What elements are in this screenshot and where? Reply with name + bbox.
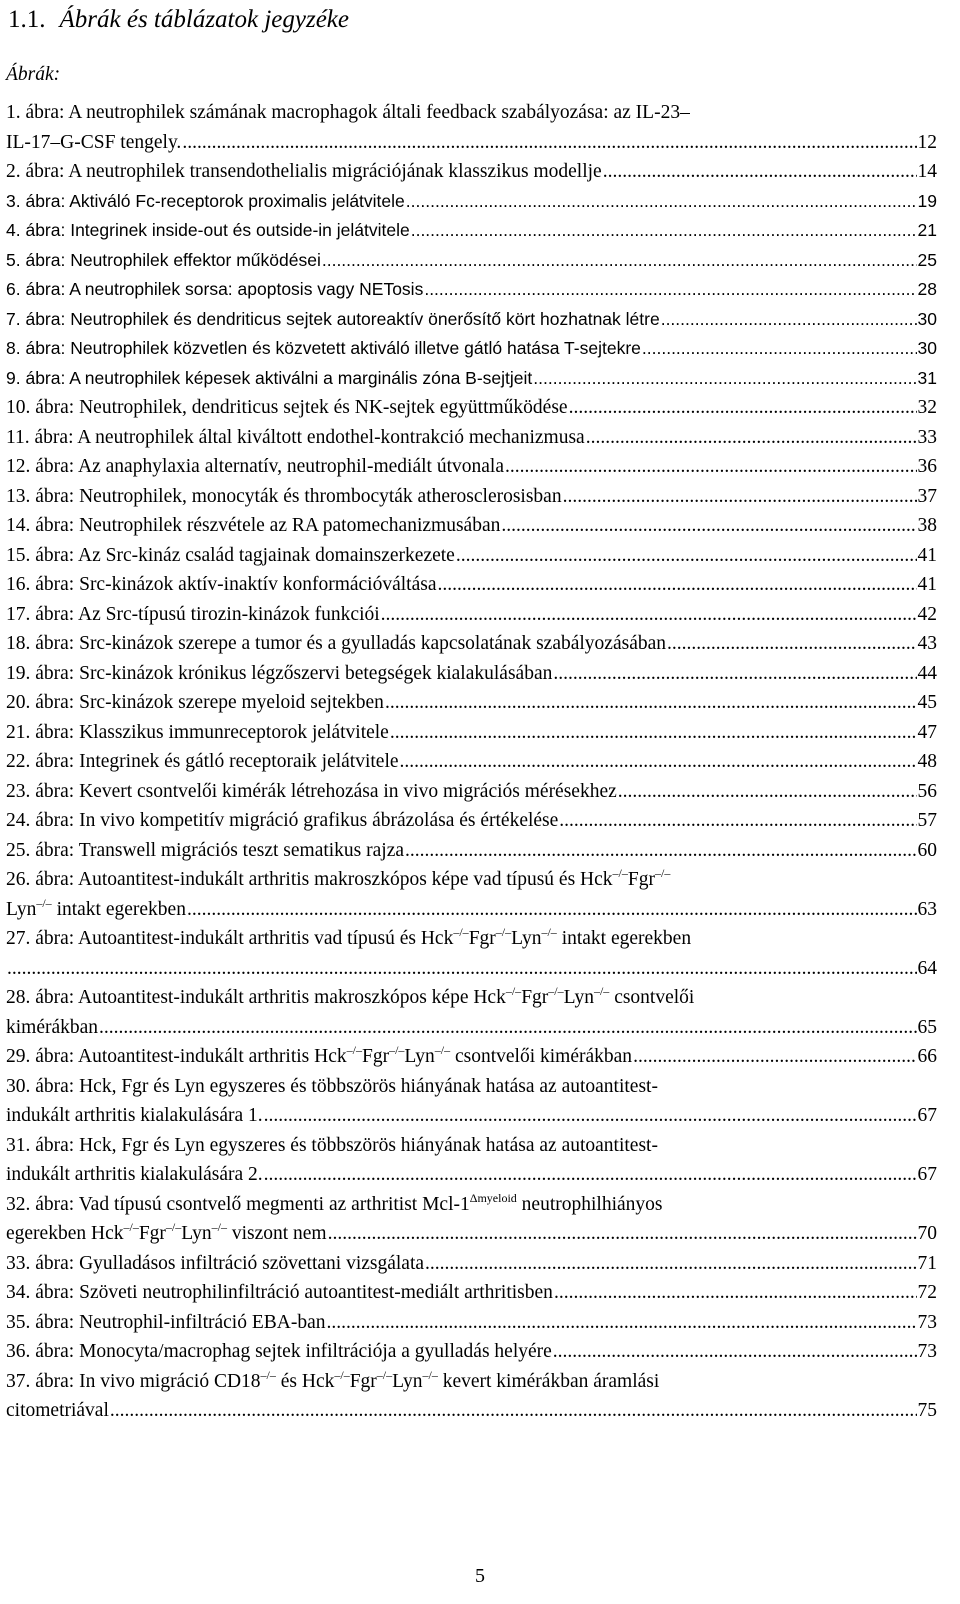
figure-entry-title: indukált arthritis kialakulására 1. [6,1105,263,1126]
dot-leader [559,806,916,836]
figure-entry[interactable] [6,334,937,364]
figure-entry-leader-line [6,423,937,453]
figure-entry[interactable] [6,1131,937,1190]
figures-subheading: Ábrák: [6,64,61,85]
figure-entry[interactable] [6,1249,937,1279]
page-number: 5 [475,1565,485,1587]
figure-entry-leader-line [6,806,937,836]
figure-entry-title: 23. ábra: Kevert csontvelői kimérák létrehozása in vivo migrációs mérésekhez [6,780,617,802]
figure-entry-leader-line [6,1160,937,1190]
figure-entry-leader-line [6,157,937,187]
figure-entry[interactable] [6,98,937,157]
figure-entry-leader-line [6,629,937,659]
figure-entry-leader-line [6,836,937,866]
figure-entry[interactable] [6,305,937,335]
figure-entry-page: 64 [917,957,937,979]
figure-entry-page: 56 [917,780,937,802]
figure-entry-leader-line [6,393,937,423]
figure-entry-title: 12. ábra: Az anaphylaxia alternatív, neutrophil-mediált útvonala [6,456,504,477]
figure-entry[interactable] [6,452,937,482]
figure-entry[interactable] [6,246,937,276]
figure-entry[interactable] [6,1190,937,1249]
figure-entry[interactable] [6,1042,937,1072]
figure-entry-title: 2. ábra: A neutrophilek transendothelialis migrációjának klasszikus modellje [6,161,602,182]
figure-entry-leader-line [6,1249,937,1279]
figure-entry-page: 66 [917,1046,937,1067]
figure-entry[interactable] [6,1072,937,1131]
figure-entry-title-line: 32. ábra: Vad típusú csontvelő megmenti az arthritist Mcl-$1^{\Delta myeloid}$ neutrophilhiányos [6,1190,663,1215]
figure-entry-title: 24. ábra: In vivo kompetitív migráció grafikus ábrázolása és értékelése [6,810,559,831]
figure-entry-title: kimérákban [6,1016,99,1038]
figure-entry-page: 33 [917,426,937,448]
section-number: 1.1. [8,6,46,33]
dot-leader [456,541,917,571]
figure-entry-title: 13. ábra: Neutrophilek, monocyták és thrombocyták atherosclerosisban [6,485,562,507]
section-title: Ábrák és táblázatok jegyzéke [59,6,349,33]
dot-leader [618,777,917,807]
dot-leader [642,334,917,364]
dot-leader [182,128,916,158]
figure-entry[interactable] [6,570,937,600]
dot-leader [328,1219,917,1249]
figure-entry-page: 21 [917,220,937,240]
figure-entry[interactable] [6,1337,937,1367]
figure-entry-leader-line [6,747,937,777]
dot-leader [326,1308,916,1338]
dot-leader [110,1396,917,1426]
figure-entry-leader-line [6,452,937,482]
figure-entry-title: 3. ábra: Aktiváló Fc-receptorok proximalis jelátvitele [6,190,405,211]
figure-entry[interactable] [6,511,937,541]
figure-entry-page: 67 [917,1105,937,1126]
figure-entry-title-line: 27. ábra: Autoantitest-indukált arthritis vad típusú és Hck–/–Fgr–/–Lyn–/– intakt egerekben [6,925,692,949]
dot-leader [586,423,917,453]
figure-entry-leader-line [6,1042,937,1072]
figure-entry-title: 22. ábra: Integrinek és gátló receptoraik jelátvitele [6,751,399,772]
figure-entry-title: 6. ábra: A neutrophilek sorsa: apoptosis vagy NETosis [6,279,424,299]
figure-entry-leader-line [6,777,937,807]
figure-entry[interactable] [6,1278,937,1308]
figure-entry-page: 67 [917,1164,937,1185]
dot-leader [264,1160,917,1190]
figure-entry-page: 37 [917,485,937,507]
figure-entry-page: 25 [917,249,937,270]
figure-entry[interactable] [6,836,937,866]
figure-entry-leader-line [6,246,937,276]
figure-entry[interactable] [6,865,937,924]
figure-entry-page: 30 [917,308,937,329]
figure-entry-title: 17. ábra: Az Src-típusú tirozin-kinázok funkciói [6,603,380,625]
dot-leader [501,511,916,541]
figure-entry-page: 43 [917,633,937,654]
figure-entry-page: 60 [917,839,937,861]
dot-leader [400,747,917,777]
figure-entry-page: 72 [917,1282,937,1303]
figure-entry-page: 70 [917,1223,937,1244]
figure-entry-page: 19 [917,190,937,211]
figure-entry-page: 41 [917,544,937,566]
figure-entry-page: 30 [917,338,937,358]
dot-leader [264,1101,917,1131]
figure-entry-leader-line [6,1396,937,1426]
figure-entry-page: 28 [917,279,937,299]
figure-entry[interactable] [6,924,937,983]
figure-entry-page: 57 [917,810,937,831]
figure-entry-leader-line [6,1101,937,1131]
figure-entry-leader-line [6,305,937,335]
figure-entry[interactable] [6,747,937,777]
figure-entry[interactable] [6,629,937,659]
figure-entry[interactable] [6,482,937,512]
dot-leader [563,482,917,512]
dot-leader [533,364,916,394]
figure-entry-leader-line [6,364,937,394]
figure-entry-page: 71 [917,1252,937,1274]
dot-leader [425,1249,916,1279]
figure-entry-title: Lyn–/– intakt egerekben [6,895,186,920]
figure-entry-title: 19. ábra: Src-kinázok krónikus légzőszervi betegségek kialakulásában [6,662,553,684]
figure-entry[interactable] [6,216,937,246]
figure-entry-title-line: 26. ábra: Autoantitest-indukált arthritis makroszkópos képe vad típusú és Hck–/–Fgr–/– [6,866,671,890]
figure-entry-title: 9. ábra: A neutrophilek képesek aktiválni a marginális zóna B-sejtjeit [6,367,533,388]
figure-entry-leader-line [6,334,937,364]
figure-entry-title: 4. ábra: Integrinek inside-out és outside-in jelátvitele [6,220,410,240]
dot-leader [7,954,917,984]
figure-entry-leader-line [6,1219,937,1249]
figure-entry-title: 7. ábra: Neutrophilek és dendriticus sejtek autoreaktív önerősítő kört hozhatnak létre [6,308,660,329]
figure-entry-title: 35. ábra: Neutrophil-infiltráció EBA-ban [6,1311,326,1333]
figure-entry-leader-line [6,541,937,571]
dot-leader [322,246,917,276]
figure-entry-leader-line [6,187,937,217]
figure-entry-page: 73 [917,1341,937,1362]
dot-leader [406,187,917,217]
figure-entry-title: egerekben Hck–/–Fgr–/–Lyn–/– viszont nem [6,1220,327,1244]
figure-entry-page: 63 [917,898,937,920]
figure-entry[interactable] [6,1367,937,1426]
dot-leader [554,1278,917,1308]
figure-entry-page: 73 [917,1311,937,1333]
figure-entry-title: 18. ábra: Src-kinázok szerepe a tumor és a gyulladás kapcsolatának szabályozásában [6,633,667,654]
figure-entry-title: 20. ábra: Src-kinázok szerepe myeloid sejtekben [6,692,384,713]
figure-entry[interactable] [6,983,937,1042]
figure-entry[interactable] [6,1308,937,1338]
dot-leader [505,452,917,482]
figure-entry[interactable] [6,777,937,807]
figure-entry-page: 38 [917,515,937,536]
figure-entry[interactable] [6,157,937,187]
dot-leader [381,600,917,630]
figure-entry-leader-line [6,570,937,600]
figure-entry-title: 33. ábra: Gyulladásos infiltráció szövettani vizsgálata [6,1252,425,1274]
figure-entry-page: 45 [917,692,937,713]
figure-entry-page: 36 [917,456,937,477]
figure-entry-title: 5. ábra: Neutrophilek effektor működései [6,249,321,270]
dot-leader [661,305,917,335]
figure-entry-title-line: 28. ábra: Autoantitest-indukált arthritis makroszkópos képe Hck–/–Fgr–/–Lyn–/– csontvelői [6,984,695,1008]
figure-entry-leader-line [6,659,937,689]
figure-entry-page: 42 [917,603,937,625]
figure-entry-page: 75 [917,1400,937,1421]
figure-entry-title: 25. ábra: Transwell migrációs teszt sematikus rajza [6,839,405,861]
figure-entry[interactable] [6,187,937,217]
dot-leader [424,275,916,305]
figure-entry-title: 15. ábra: Az Src-kináz család tagjainak domainszerkezete [6,544,455,566]
dot-leader [385,688,917,718]
figure-entry-leader-line [6,128,937,158]
figure-entry[interactable] [6,688,937,718]
dot-leader [553,1337,917,1367]
figure-entry-title-line: 37. ábra: In vivo migráció CD18–/– és Hck–/–Fgr–/–Lyn–/– kevert kimérákban áramlási [6,1367,660,1392]
figure-entry-leader-line [6,216,937,246]
figure-entry-leader-line [6,482,937,512]
figure-entry[interactable] [6,600,937,630]
figure-entry-page: 31 [917,367,937,388]
figure-entry-leader-line [6,688,937,718]
figure-entry-title: 34. ábra: Szöveti neutrophilinfiltráció autoantitest-mediált arthritisben [6,1282,553,1303]
figure-entry[interactable] [6,718,937,748]
dot-leader [99,1013,916,1043]
figure-entry-title: 21. ábra: Klasszikus immunreceptorok jelátvitele [6,721,389,743]
figure-entry-leader-line [6,1013,937,1043]
figure-entry-title: indukált arthritis kialakulására 2. [6,1164,263,1185]
dot-leader [390,718,917,748]
figure-entry-title: 11. ábra: A neutrophilek által kiváltott endothel-kontrakció mechanizmusa [6,426,585,448]
dot-leader [405,836,916,866]
figure-entry-title: citometriával [6,1400,109,1421]
figure-entry-page: 48 [917,751,937,772]
figure-entry-leader-line [6,1308,937,1338]
figure-entry-title: 36. ábra: Monocyta/macrophag sejtek infiltrációja a gyulladás helyére [6,1341,552,1362]
figure-entry-leader-line [6,1337,937,1367]
dot-leader [437,570,916,600]
figure-entry[interactable] [6,541,937,571]
section-heading [8,6,349,34]
figure-entry-title-line: 1. ábra: A neutrophilek számának macrophagok általi feedback szabályozása: az IL-23– [6,102,690,123]
figure-entry-page: 32 [917,397,937,418]
figure-entry-title-line: 31. ábra: Hck, Fgr és Lyn egyszeres és többszörös hiányának hatása az autoantitest- [6,1134,658,1156]
figure-entry-page: 44 [917,662,937,684]
figure-entry-title: 10. ábra: Neutrophilek, dendriticus sejtek és NK-sejtek együttműködése [6,397,568,418]
figure-list [6,98,937,1426]
figure-entry-leader-line [6,954,937,984]
figure-entry-leader-line [6,275,937,305]
figure-entry[interactable] [6,423,937,453]
figure-entry-page: 41 [917,574,937,595]
figure-entry[interactable] [6,393,937,423]
figure-entry-page: 12 [917,131,937,153]
figure-entry-title: 8. ábra: Neutrophilek közvetlen és közvetett aktiváló illetve gátló hatása T-sejtekre [6,338,641,358]
figure-entry-leader-line [6,1278,937,1308]
figure-entry[interactable] [6,364,937,394]
dot-leader [667,629,916,659]
dot-leader [411,216,917,246]
figure-entry-title: IL-17–G-CSF tengely. [6,131,182,153]
figure-entry-leader-line [6,600,937,630]
dot-leader [603,157,917,187]
figure-entry-title: 14. ábra: Neutrophilek részvétele az RA patomechanizmusában [6,515,501,536]
figure-entry-leader-line [6,895,937,925]
dot-leader [187,895,917,925]
figure-entry[interactable] [6,806,937,836]
figure-entry-title: 16. ábra: Src-kinázok aktív-inaktív konformációváltása [6,574,437,595]
figure-entry[interactable] [6,275,937,305]
dot-leader [553,659,916,689]
figure-entry-page: 47 [917,721,937,743]
figure-entry-page: 65 [917,1016,937,1038]
figure-entry[interactable] [6,659,937,689]
figure-entry-title: 29. ábra: Autoantitest-indukált arthritis Hck–/–Fgr–/–Lyn–/– csontvelői kimérákban [6,1043,633,1067]
figure-entry-title-line: 30. ábra: Hck, Fgr és Lyn egyszeres és többszörös hiányának hatása az autoantitest- [6,1075,658,1097]
figure-entry-page: 14 [917,161,937,182]
figure-entry-leader-line [6,718,937,748]
dot-leader [569,393,917,423]
figure-entry-leader-line [6,511,937,541]
dot-leader [633,1042,916,1072]
